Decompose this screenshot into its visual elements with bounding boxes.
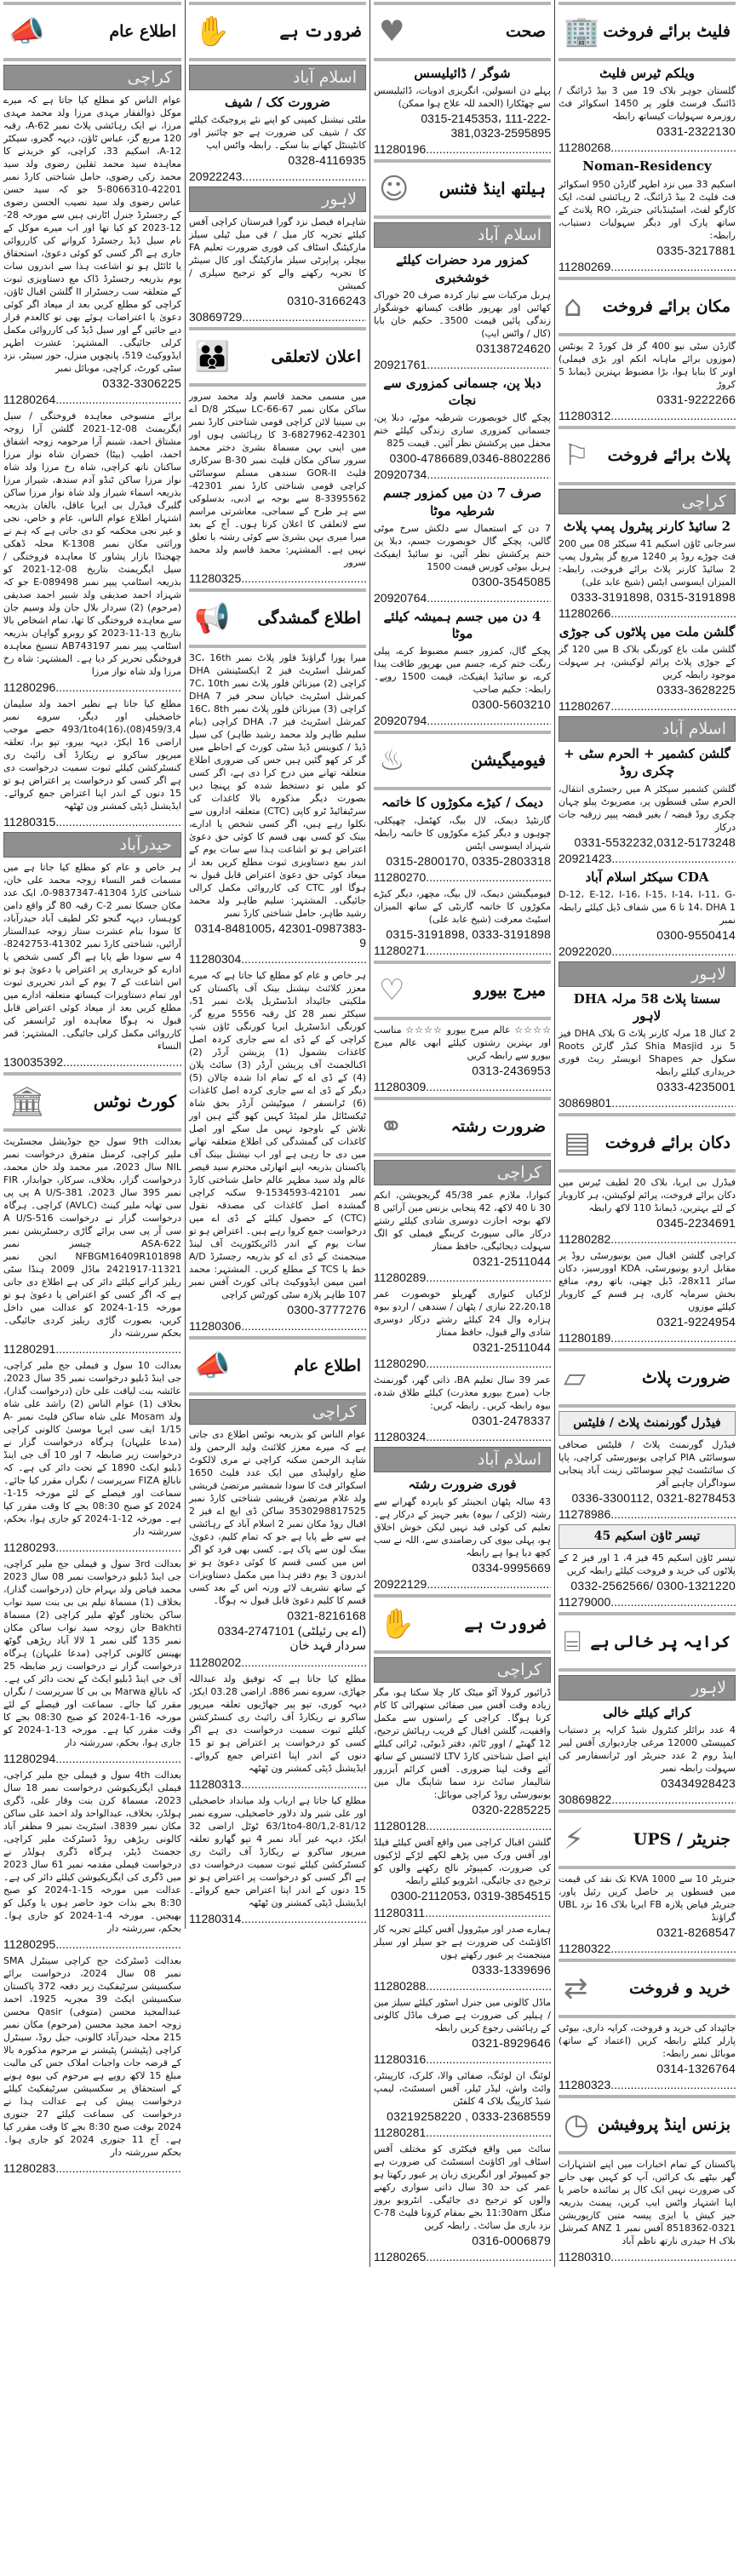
man-megaphone-icon: 📣	[194, 1349, 231, 1384]
ad-phone: 0333-4235001	[656, 1080, 736, 1094]
ad-reference-number: 11280295 .....	[3, 1937, 181, 1951]
ad-phone: 0333-3191898, 0315-3191898	[570, 589, 736, 604]
ad-reference-number: 11280291 .....	[3, 1342, 181, 1356]
house-icon: ⌂	[564, 289, 582, 324]
ad-body: ہمارے صدر اور میٹروول آفس کیلئے تجربہ کار اکاؤنٹنٹ کی ضرورت ہے جو سیلز اور سیلز مینجمنٹ پر عبور رکھتے ہوں	[374, 1923, 551, 1960]
ad-reference-number: 11280311 .....	[374, 1906, 551, 1919]
category-title: ضرورت رشتہ	[450, 1116, 546, 1136]
classified-ad	[559, 65, 736, 154]
classified-ad	[374, 375, 551, 482]
ad-body: سائٹ میں واقع فیکٹری کو مختلف آفس اسٹاف اور اکاؤنٹ اسسٹنٹ کی ضرورت ہے جو کمپیوٹر اور انگریزی زبان پر عبور رکھتا ہو عمر کی حد 30 سال ذاتی سواری رکھنے والوں کو ترجیح دی جائیگی۔ انٹرویو بروز منگل 11:30am بجے بمقام کرونا فلیٹ C-78 نزد باری مل سائٹ۔ رابطہ کریں	[374, 2143, 551, 2231]
ad-phone: 0331-2322130	[656, 124, 736, 139]
ad-reference-number: 11280309 .....	[374, 1080, 551, 1093]
ad-body: گلشن کشمیر سیکٹر A میں رجسٹری انتقال، الحرم سٹی قسطوں پر، مصریوٹ پیلو چہان چکری روڈ قبضہ / بغیر قبضہ پیپر زرقبہ جات درکار	[559, 783, 736, 833]
category-title: ضرورت ہے	[279, 22, 361, 41]
ad-reference-number: 11280266 .....	[559, 606, 736, 620]
ad-reference-number: 11280268 .....	[559, 141, 736, 154]
ad-reference-number: 20920764 .....	[374, 591, 551, 605]
ad-body: مطلع کیا جاتا ہے نظیر احمد ولد سلیمان خاصخیلی اور دیگر، سروے نمبر 493/1to4(16)،(08)459/3,4 حصے موجب اراضی 16 ایکڑ، دیہہ بیرو، تپو برا، تعلقہ میرپور ساکرو نے ریکارڈ آف رائیٹ ری کنسٹرکشن کیلئے ثبوت سمیت درخواست دی ہے اگر کسی کو درخواست پر اعتراض ہو تو 15 دنوں کے اندر اپنا اعتراض جمع کروائے۔ ایڈیشنل ڈپٹی کمشنر ون ٹھٹھہ	[3, 698, 182, 812]
ad-phone: 0321-8929646	[472, 2035, 551, 2050]
classified-ad	[189, 969, 366, 1333]
category-title: بزنس اینڈ پروفیشن	[598, 2115, 730, 2135]
ad-phone: 0321-2511044	[473, 1340, 551, 1354]
ad-reference-number: 11280325 .....	[189, 571, 366, 585]
ad-title: دیمک / کیڑے مکوڑوں کا خاتمہ	[381, 795, 544, 811]
ad-phone: 0333-3628225	[656, 683, 736, 697]
classified-ad	[559, 1411, 736, 1521]
buy-sell-icon: ⇄	[564, 1971, 588, 2006]
category-header	[559, 277, 736, 336]
ad-phone: 0300-3777276	[287, 1303, 366, 1317]
ad-body: D-12، E-12، I-16، I-15، I-14، I-11، G-14، DHA 1 تا 6 میں شفاف ڈیل کیلئے رابطہ نمبر	[559, 888, 736, 926]
ad-title: گلشن کشمیر + الحرم سٹی + چکری روڈ	[564, 746, 730, 779]
ad-reference-number: 11280316 .....	[374, 2052, 551, 2066]
ad-body: بعدالت ڈسٹرکٹ جج کراچی سینٹرل SMA نمبر 08 سال 2024، درخواست برائے سکسیشن سرٹیفکیٹ زیر دفعہ 372 پاکستان سکسیشن ایکٹ 39 مجریہ 1925، احمد عبدالمجید محسن (متوفی) Qasir محسن زوجہ احمد مجید محسن (مرحوم) مکان نمبر 215 محلہ حیدرآباد کالونی، جیل روڈ، سینٹرل کراچی (پٹیشنر) پٹیشنر نے مرحوم مذکورہ بالا کے قرضہ جات واجبات املاک جس کی مالیت مبلغ 15 لاکھ روپے ہے مرحوم کی بیوہ ہونے کے استحقاق پر سکسیشن سرٹیفکیٹ کیلئے درخواست پیش کی ہے عدالت ہذا نے درخواست کی سماعت کیلئے 27 جنوری 2024 بوقت صبح 8:30 بجے کا وقت مقرر کیا ہے۔ آج 11 جنوری 2024 کو جاری ہوا۔ بحکم سررشتہ دار	[3, 1955, 181, 2158]
category-header	[374, 961, 551, 1020]
ad-reference-number: 30869801 .....	[559, 1096, 736, 1110]
city-bar: اسلام آباد	[374, 222, 551, 248]
plot-icon: ▱	[564, 1361, 587, 1396]
ad-title: CDA سیکٹر اسلام آباد	[585, 869, 709, 885]
ad-body: پچکے گال، کمزور جسم مضبوط کرے، پیلی رنگت ختم کرے، جسم میں بھرپور طاقت پیدا کرے، نو سائیڈ ایفیکٹ، قیمت 1500 روپے۔ رابطہ: حکیم صاحب	[374, 645, 551, 696]
ad-phone: 0321-2511044	[473, 1254, 551, 1268]
ad-reference-number: 20921423 .....	[559, 852, 736, 865]
classified-ad	[559, 158, 736, 273]
ad-phone: 0300-5603210	[472, 697, 551, 712]
ad-phone: 0331-9222266	[656, 392, 736, 406]
category-title: ضرورت ہے	[464, 1614, 546, 1633]
ad-phone: 0314-1326764	[656, 2062, 736, 2076]
classified-ad	[559, 518, 736, 620]
heart-pulse-icon: ♥	[379, 14, 405, 49]
category-title: مکان برائے فروخت	[602, 296, 730, 316]
ad-phone: 0331-5532232,0312-5173248	[574, 835, 736, 849]
ad-reference-number: 11280323 .....	[559, 2078, 736, 2091]
ad-reference-number: 11280270 .....	[374, 870, 551, 884]
category-title: دکان برائے فروخت	[604, 1133, 730, 1153]
ad-reference-number: 11280267 .....	[559, 699, 736, 713]
ad-phone: 0315-3191898, 0333-3191898	[386, 927, 551, 941]
ad-body: عوام الناس کو بذریعہ نوٹس اطلاع دی جاتی ہے کہ میرے معزز کلائنٹ ولید الرحمن ولد شاہد الرحمن سکنہ کراچی نے مری لالکوٹ ضلع راولپنڈی میں ایک عدد فلیٹ 1650 اسکوائر فٹ کا سودا شمشیر مرتضیٰ قریشی ولد غلام مرتضیٰ قریشی شناختی کارڈ نمبر 3530298817525 ساکن ڈی ایچ اے فیز 2 اقبال روڈ مکان نمبر 2 اسلام آباد کے رہائشی ہے سے طے پایا ہے جو کہ تمام کلیم، دعویٰ، بینک لون سے پاک ہے۔ کسی بھی فرد کو اگر اس میں کسی قسم کا کوئی دعویٰ ہو تو اندرون 3 یوم دفتر ہذا میں مکمل دستاویزات کے ساتھ تشریف لائے ورنہ اس کے بعد کسی قسم کا کلیم دعویٰ قابل قبول نہ ہوگا۔	[189, 1429, 366, 1607]
classified-ad	[374, 251, 551, 371]
ad-title: دبلا پن، جسمانی کمزوری سے نجات	[383, 375, 541, 408]
ad-phone: 03138724620	[476, 341, 551, 355]
ad-body: گارنٹیڈ دیمک، لال بیگ، کھٹمل، چھپکلی، چوہوں و دیگر کیڑے مکوڑوں کا خاتمہ رابطہ شہزاد ایسوسی ایٹس	[374, 814, 551, 852]
category-header	[559, 2, 736, 61]
ad-phone: 0313-2436953	[472, 1063, 551, 1077]
classified-column	[185, 0, 370, 1929]
category-header	[559, 426, 736, 485]
ad-reference-number: 30869822 .....	[559, 1793, 736, 1806]
category-title: ہیلتھ اینڈ فٹنس	[438, 180, 546, 199]
ad-title: سستا پلاٹ 58 مرلہ DHA لاہور	[573, 990, 721, 1024]
ad-body: پاکستان کے تمام اخبارات میں اپنے اشتہارات گھر بیٹھے بک کرائیں، آپ کو کہیں بھی جانے کی ضرورت نہیں ایک کال پر نمائندہ حاضر یا اپنا اشتہار واٹس ایپ کریں، پیمنٹ بذریعہ جیز کیش یا ایزی پیسہ متین کارپوریشن 0321-8518362 آفس نمبر 1 ANZ کمرشل بلاک H حیدری نارتھ ناظم آباد	[559, 2159, 736, 2247]
ad-body: گلشن اقبال کراچی میں واقع آفس کیلئے فیلڈ اور آفس ورک میں پڑھے لکھے لڑکے لڑکیوں کی ضرورت، کمپیوٹر نالج رکھنے والوں کو ترجیح دی جائیگی، انٹرویو کیلئے رابطہ	[374, 1836, 551, 1886]
classified-ad	[374, 1024, 551, 1093]
ad-reference-number: 11280128 .....	[374, 1819, 551, 1833]
city-bar: کراچی	[189, 1399, 366, 1425]
category-title: کورٹ نوٹس	[93, 1093, 176, 1111]
category-header	[189, 2, 366, 61]
classified-ad	[3, 94, 181, 406]
ad-body: جنریٹر 10 سے 1000 KVA تک نقد کی قیمت میں قسطوں پر حاصل کریں رئیل پاور، جنریٹر فیاض پلازہ FB ایریا بلاک 16 نزد UBL گراؤنڈ	[559, 1873, 736, 1924]
ad-reference-number: 11280271 .....	[374, 944, 551, 957]
raised-hands-icon: ✋	[194, 14, 231, 49]
city-bar: لاہور	[559, 1675, 736, 1701]
classified-ad	[189, 1428, 366, 1669]
ad-phone: 0321-9224954	[656, 1315, 736, 1329]
ad-reference-number: 20922129 .....	[374, 1577, 551, 1591]
classified-ad	[3, 1135, 181, 1356]
city-bar: اسلام آباد	[189, 65, 366, 90]
classified-ad	[189, 1794, 366, 1925]
ad-phone: 0321-8268547	[656, 1925, 736, 1940]
category-title: کرایہ پر خالی ہے	[590, 1632, 730, 1652]
ad-body: سرجانی ٹاؤن اسکیم 41 سیکٹر 08 میں 200 فٹ چوڑے روڈ پر 1240 مربع گز پیٹرول پمپ 2 سائیڈ کارنر پلاٹ برائے فروخت، رابطہ: المیزان ایسوسی ایٹس (شیخ عابد علی)	[559, 537, 736, 588]
category-header	[189, 588, 366, 648]
city-bar: لاہور	[189, 186, 366, 212]
ad-body: جائیداد کی خرید و فروخت، کرایہ داری، بیوٹی پارلر کیلئے رابطہ کریں (اعتماد کے ساتھ) موبائل نمبر رابطہ:	[559, 2022, 736, 2060]
ad-title: کرائے کیلئے خالی	[603, 1705, 691, 1721]
ad-phone: 0332-3306225	[102, 376, 181, 390]
ad-reference-number: 11280315 .....	[3, 815, 181, 829]
ad-phone: 03434928423	[661, 1776, 736, 1791]
classified-ad	[189, 215, 366, 324]
ad-body: بعدالت 4th سول و فیملی جج ملیر کراچی، فیملی ایگزیکیوشن درخواست نمبر 18 سال 2023، مسماۃ کرن بنت وقار علی، ڈگری ہولڈر، بخلاف، عبدالواحد ولد احمد علی ساکن مکان نمبر 3839، اسٹریٹ نمبر 9 مظفر آباد کالونی ریڑھی روڈ ڈسٹرکٹ ملیر کراچی، ججمنٹ ڈیٹر، ہرگاہ ڈگری ہولڈر نے درخواست فیملی مقدمہ نمبر 61 سال 2023 میں ڈگری کی ایگزیکیوشن کیلئے دائر کی ہے۔ عدالت میں مورخہ 15-1-2024 کو صبح 8:30 بجے بذات خود حاضر ہوں یا وکیل کو بھیجیں۔ مورخہ 4-1-2024 کو جاری ہوا۔ بحکم، سررشتہ دار	[3, 1770, 182, 1934]
ad-reference-number: 20922243 .....	[189, 169, 366, 183]
ad-body: گارڈن سٹی نیو 400 گز فل کورڈ 2 یونٹس (موزوں برائے ماہانہ انکم اور بڑی فیملی) اونر کا بنایا ہوا، بڑا مضبوط بہترین ڈیمانڈ 5 کروڑ	[559, 340, 736, 390]
ad-body: ماڈل کالونی میں جنرل اسٹور کیلئے سیلز مین / ہیلپر کی ضرورت ہے صرف ماڈل کالونی کے رہائشی رجوع کریں رابطہ	[374, 1996, 551, 2034]
classified-ad	[559, 1524, 736, 1609]
classified-ad	[374, 65, 551, 156]
classified-ad	[559, 1249, 736, 1345]
classified-ad	[3, 1359, 181, 1554]
classified-ad	[374, 1189, 551, 1284]
ad-phone: 0336-3300112, 0321-8278453	[571, 1491, 736, 1506]
ad-phone: 03219258220 , 0333-2368559	[387, 2108, 551, 2123]
ad-reference-number: 11280322 .....	[559, 1942, 736, 1955]
category-header	[559, 1348, 736, 1408]
category-header	[559, 1612, 736, 1672]
megaphone-icon: 📢	[194, 601, 231, 636]
ad-title: صرف 7 دن میں کمزور جسم شرطیہ موٹا	[382, 485, 541, 519]
city-bar: کراچی	[3, 65, 181, 90]
ad-phone: 0314-8481005، 42301-0987383-9	[194, 921, 366, 950]
category-title: اطلاع عام	[109, 22, 176, 41]
ad-body: 7 دن کے استعمال سے دلکش سرخ موٹی گالیں، پچکے گال خوبصورت جسم، دبلا پن ختم پرکشش نظر آئیں، نو سائیڈ ایفیکٹ ہربل بیوٹی کورس قیمت 1500	[374, 522, 551, 572]
ad-reference-number: 11280289 .....	[374, 1271, 551, 1284]
ad-body: 2 کنال 18 مرلہ کارنر پلاٹ G بلاک DHA فیز 5 نزد Shia Masjid کنڈر گارٹن Roots سکول جم Shapes انویسٹر ریٹ فوری خریداری کیلئے رابطہ	[559, 1028, 736, 1078]
ad-phone: 0321-8216168	[287, 1609, 366, 1623]
shop-shutter-icon: ▤	[564, 1126, 592, 1161]
ad-reference-number: 11280196 .....	[374, 142, 551, 156]
ad-phone: 0334-9995669	[472, 1560, 551, 1575]
category-title: جنریٹر / UPS	[633, 1830, 730, 1850]
ad-body: برائے منسوخی معاہدہ فروختگی / سیل ایگریمنٹ 08-12-2021 گلشن آرا زوجہ مشتاق احمد، شبنم آرا مرحومہ زوجہ اشفاق احمد، اطیب (بیٹا) خضران شاہ نواز مرزا ساکنان ناتھ کراچی، شاہ رخ مرزا ولد شاہ نواز مرزا ساکن ٹنڈو آدم سندھ، شیراز مرزا بذریعہ اسماء شیراز ولد شاہ نواز مرزا ساکن گلبرگ فیڈرل بی ایریا عاقل، بالغان بذریعہ اشتہار اطلاع عوام الناس، عام و خاص، نجی و غیر نجی محکمہ کو دی جاتی ہے کہ ہم نے وراثتی مکان نمبر K-1308 محلہ ڈھکی چھجنڈا بازار پشاور کا معاہدہ فروختگی / سیل ایگریمنٹ بتاریخ 08-12-2021 کو بذریعہ اسٹامپ پیپر نمبر E-089498 جو کہ شہزاد احمد صدیقی ولد شبیر احمد صدیقی (مرحوم) (2) سردار بلال جان ولد وسیم جان سے معاہدہ فروختگی کا تھا، تمام اشخاص بالا بتاریخ 13-11-2023 کو روبرو گواہان بذریعہ اسٹامپ پیپر نمبر AB743197 تنسیخ معاہدہ فروختگی تحریر کر دیا ہے۔ المشتہر: شاہ رخ مرزا ولد شاہ نواز مرزا	[3, 410, 182, 677]
classified-ad	[559, 1873, 736, 1955]
generator-icon: ⚡	[564, 1822, 584, 1857]
ad-title: Noman-Residency	[582, 158, 712, 175]
ad-reference-number: 11280294 .....	[3, 1752, 181, 1765]
classified-ad	[559, 1176, 736, 1246]
ad-phone: 0315-2145353، 111-222-381,0323-2595895	[421, 112, 551, 141]
ad-phone: 0300-9550414	[656, 927, 736, 942]
ad-body: پچکے گال خوبصورت شرطیہ موٹے، دبلا پن، جسمانی کمزوری ساری زندگی کیلئے ختم محفل میں پرکشش نظر آئیں۔ قیمت 825	[374, 412, 551, 450]
ad-phone: 0300-3545085	[472, 574, 551, 588]
ad-body: فیڈرل گورنمنٹ پلاٹ / فلیٹس صحافی سوسائٹی PIA کراچی یونیورسٹی کراچی، پاپا ک سائنٹسٹ ٹیچر سوسائٹی زینت آباد پنجابی سوداگران چاہیے آفر	[559, 1439, 736, 1489]
classified-column	[554, 0, 739, 2267]
couple-icon: ⚭	[379, 1109, 404, 1144]
ad-reference-number: 11280312 .....	[559, 409, 736, 422]
ad-reference-number: 11280288 .....	[374, 1979, 551, 1993]
ad-phone: 0334-2747101 (اے بی رئیلٹی) سردار فہد خان	[217, 1624, 366, 1653]
ad-reference-number: 11280324 .....	[374, 1430, 551, 1443]
classified-ad	[3, 410, 181, 694]
ad-phone: 0332-2562566/ 0300-1321220	[570, 1579, 736, 1593]
ad-body: کراچی گلشن اقبال مین یونیورسٹی روڈ پر مقابل اردو یونیورسٹی، KDA اوورسیز، دکان سائز 28x11، ڈبل چھتی، باتھ روم، منافع بخش سرمایہ کاری، ہر قسم کے کاروبار کیلئے موزوں	[559, 1250, 736, 1313]
category-title: اطلاع عام	[294, 1357, 361, 1376]
city-bar: اسلام آباد	[374, 1447, 551, 1472]
category-header	[189, 1336, 366, 1396]
ad-reference-number: 11280314 .....	[189, 1912, 366, 1925]
classified-ad	[3, 1558, 181, 1765]
ad-body: شاہراہ فیصل نزد گورا قبرستان کراچی آفس کیلئے تجربہ کار میل / فی میل ٹیلی سیلز مارکیٹنگ اسٹاف کی فوری ضرورت تعلیم FA بیچلر، پراپرٹی سیلز مارکیٹنگ اور کال سینٹر کا تجربہ رکھنے والے کو ترجیح سیلری / کمیشن	[189, 216, 366, 292]
category-title: اطلاع گمشدگی	[257, 609, 361, 628]
ad-phone: 0315-2800170, 0335-2803318	[386, 853, 551, 868]
ad-phone: 0300-4786689,0346-8802286	[389, 451, 551, 466]
ad-reference-number: 11279000 .....	[559, 1595, 736, 1609]
classified-ad	[3, 697, 181, 829]
ad-body: اسکیم 33 میں نزد اطہر گارڈن 950 اسکوائر فٹ فلیٹ 2 بیڈ ڈرائنگ، 2 رہائشی لفٹ، ایک کارگو لفٹ، اسٹینڈبائی جنریٹر، RO پلانٹ کے ساتھ پارک اور دیگر سہولیات دستیاب، رابطہ:	[559, 178, 736, 241]
ad-reference-number: 11280282 .....	[559, 1232, 736, 1246]
classified-ad	[374, 608, 551, 728]
category-title: اعلان لاتعلقی	[271, 347, 361, 367]
ad-body: بعدالت 3rd سول و فیملی جج ملیر کراچی، جی اینڈ ڈبلیو درخواست نمبر 08 سال 2023 محمد فیاض ولد بہرام خان (درخواست گذار)، بخلاف (1) مسماۃ نیلم بی بی بنت سید نواب ساکن بختاور گوٹھ ملیر کراچی (2) مسماۃ Bakhti جان زوجہ سید نواب ساکن مکان نمبر 135 گلی نمبر 1 لالا آباد ریڑھی گوٹھ بھینس کالونی کراچی (مدعا علیہان) ہرگاہ درخواست گزار نے درخواست زیر ضابطہ 25 آف جی اینڈ ڈبلیو ایکٹ کے تحت دائر کی ہے۔ کہ نابالغ Marwa بی بی کا سرپرست / نگراں مقرر کیا جائے۔ سماعت اور فیصلے کے لئے مورخہ 16-1-2024 کو صبح 08:30 بجے کا وقت مقرر کیا ہے۔ مورخہ 13-1-2024 کو جاری ہوا، بحکم، سررشتہ دار	[3, 1558, 182, 1748]
classified-ad	[189, 390, 366, 585]
city-bar: کراچی	[374, 1657, 551, 1683]
classified-ad	[374, 1923, 551, 1993]
ad-reference-number: 11280293 .....	[3, 1540, 181, 1554]
category-header	[374, 159, 551, 219]
ad-reference-number: 20922020 .....	[559, 944, 736, 958]
classified-ad	[559, 1704, 736, 1806]
category-title: خرید و فروخت	[628, 1979, 730, 1999]
ad-title: کمزور مرد حضرات کیلئے خوشخبری	[395, 252, 530, 285]
ad-body: گلستان جوہر بلاک 19 میں 3 بیڈ ڈرائنگ / ڈائننگ فرسٹ فلور پر 1450 اسکوائر فٹ روزمرہ سہولیات کیساتھ رابطہ	[559, 85, 736, 123]
category-header	[374, 2, 551, 61]
ad-reference-number: 11280313 .....	[189, 1777, 366, 1791]
ad-reference-number: 11280304 .....	[189, 952, 366, 966]
category-title: فیومیگیشن	[470, 751, 546, 771]
classified-ad	[374, 1374, 551, 1443]
classified-ad	[374, 2069, 551, 2139]
classified-column	[370, 0, 554, 2267]
bride-groom-icon: ♡	[379, 972, 405, 1007]
ad-body: تیسر ٹاؤن اسکیم 45 فیز 4، 1 اور فیز 2 کے پلاٹوں کی خرید و فروخت کیلئے رابطہ کریں	[559, 1552, 736, 1577]
classified-ad	[559, 745, 736, 865]
category-header	[189, 327, 366, 387]
classified-ad	[374, 1686, 551, 1833]
city-bar: لاہور	[559, 961, 736, 987]
ad-body: ملٹی نیشنل کمپنی کو اپنے نئے پروجیکٹ کیلئے کک / شیف کی ضرورت ہے جو چائنیز اور کانٹیننٹل کھانے بنا سکے۔ رابطہ واٹس ایپ	[189, 114, 366, 152]
ad-reference-number: 20920794 .....	[374, 714, 551, 727]
building-icon: 🏢	[564, 14, 600, 49]
ad-phone: 0320-2285225	[472, 1802, 551, 1816]
ad-reference-number: 11280290 .....	[374, 1357, 551, 1370]
ad-reference-number: 20920734 .....	[374, 468, 551, 481]
ad-reference-number: 11280265 .....	[374, 2250, 551, 2263]
ad-title: ویلکم ٹیرس فلیٹ	[599, 66, 695, 81]
ad-body: عوام الناس کو مطلع کیا جاتا ہے کہ میرے موکل ذوالفقار مہدی مرزا ولد محمد مہدی مرزا، نے ایک رہائشی پلاٹ نمبر A-62، رقبہ 120 مربع گز، عباس ٹاؤن، دیہہ گجرو، سیکٹر 12-A، اسکیم 33، کراچی، کو خریدنے کا معاہدہ سید محمد ثقلین رضوی ولد سید محمد زکی رضوی، حامل شناختی کارڈ نمبر 42201-8066310-5 جو کہ سید حسن عباس رضوی ولد سید نصیب الحسن رضوی کے رجسٹرڈ جنرل اٹارنی ہیں سے مورخہ 28-12-2023 کو کیا تھا اور اب میرے موکل کے نام سیل ڈیڈ رجسٹرڈ کروانے کی کارروائی جاری ہے اگر کسی کو کوئی دعویٰ، استحقاق یا ٹائٹل ہو تو اشاعت ہذا سے اندرون سات یوم بذریعہ رجسٹرڈ ڈاک مع دستاویزی ثبوت کے متعلقہ سب رجسٹرار II گلشن اقبال ٹاؤن، کراچی کو مطلع کریں بعد از میعاد اگر کوئی دعویٰ یا اعتراضات ہوئے بھی تو کالعدم قرار دیے جائیں گے اور سیل ڈیڈ کی کارروائی مکمل کرلی جائیگی۔ المشتہر: عشرت اطہر ایڈووکیٹ 519، پانچویں منزل، حور سینٹر، نزد سٹی کورٹ، کراچی، موبائل نمبر	[3, 95, 182, 374]
category-title: صحت	[505, 22, 546, 41]
ad-reference-number: 11280281 .....	[374, 2126, 551, 2139]
ad-title: 2 سائیڈ کارنر پیٹرول پمپ پلاٹ	[563, 518, 731, 534]
category-header	[374, 731, 551, 790]
ad-phone: 0301-2478337	[472, 1413, 551, 1427]
ad-phone: 0316-0006879	[472, 2233, 551, 2247]
ad-body: بعدالت 9th سول جج جوڈیشل مجسٹریٹ ملیر کراچی، کرمنل متفرق درخواست نمبر NIL سال 2023، میر محمد ولد خان محمد، درخواست گزار، بخلاف، سرکار، جوابدار، FIR نمبر 395 سال 2023، 381-A U/S پی پی سی تھانہ ملیر کینٹ (AVLC) کراچی۔ ہرگاہ درخواست گزار نے درخواست 516-A U/S سی آر پی سی برائے گاڑی رجسٹریشن نمبر ASA-622 چیسز نمبر NFBGM16409R101898 انجن نمبر 11321-2421917 ماڈل 2009 ہنڈا سٹی ریلیز کرانے کیلئے دائر کی ہے اطلاع دی جاتی ہے کہ اگر کسی کو اعتراض یا دعویٰ ہو تو مورخہ 15-1-2024 کو عدالت میں داخل کریں، بصورت گاڑی ریلیز کردی جائیگی۔ بحکم سررشتہ دار	[3, 1136, 182, 1339]
category-title: میرج بیورو	[473, 980, 546, 1000]
classified-ad	[374, 887, 551, 957]
ad-body: مطلع کیا جاتا ہے ارباب ولد میانداد خاصخیلی اور علی شیر ولد دلاور خاصخیلی، سروے نمبر 81/12-63/1to4-80/1,2 ٹوٹل اراضی 32 ایکڑ، دیہہ غیر آباد نمبر 4 تپو گھارو تعلقہ میرپور ساکرو نے ریکارڈ آف رائیٹ ری کنسٹرکشن کیلئے ثبوت سمیت درخواست دی ہے اگر کسی کو درخواست پر اعتراض ہو تو 15 دنوں کے اندر اپنا اعتراض جمع کروائے۔ ایڈیشنل ڈپٹی کمشنر ون ٹھٹھہ	[189, 1795, 366, 1909]
ad-phone: 0345-2234691	[656, 1216, 736, 1231]
category-title: ضرورت پلاٹ	[642, 1368, 730, 1388]
classified-ad	[374, 2143, 551, 2263]
classified-ad	[559, 869, 736, 958]
ad-body: ہر خاص و عام کو مطلع کیا جاتا ہے کہ میرے معزز کلائنٹ نیشنل بینک آف پاکستان کی ملکیتی جائیداد انڈسٹریل پلاٹ نمبر 51، سیکٹر نمبر 28 کل رقبہ 5556 مربع گز، کورنگی انڈسٹریل ایریا کورنگی ٹاؤن شپ کراچی کے کے ڈی اے سے جاری کردہ اصل کاغذات بشمول (1) پزیشن آرڈر (2) اکنالجمنٹ آف پزیشن آرڈر (3) سائٹ پلان (4) کے ڈی اے کے تمام ادا شدہ چالان (5) دیگر کے ڈی اے سے جاری کردہ اصل کاغذات (6) ٹرانسفر / میوٹیشن آرڈر بحق شاہ ٹیکسٹائل ملز لمیٹڈ کہیں کھو گئے ہیں اور تلاش کے باوجود نہیں مل سکے اور اصل کاغذات کی گمشدگی کی اطلاع متعلقہ تھانے میں دی جا رہی ہے اور اب نیشنل بینک آف پاکستان بذریعہ اپنے اتھارٹی محترم سید قیصر عالم ولد سید مظہر عالم حامل شناختی کارڈ نمبر 42101-1534593-9 سکنہ کراچی گمشدہ اصل کاغذات کی مصدقہ نقول (CTC) کے حصول کیلئے کے ڈی اے میں درخواست جمع کروا رہے ہیں۔ اعتراض ہو تو سات یوم کے اندر ڈائریکٹوریٹ آف لینڈ مینجمنٹ کے ڈی اے کو بذریعہ رجسٹرڈ A/D خط یا TCS کے مطلع کریں۔ المشتہر: محمد امین میمن ایڈووکیٹ ہائی کورٹ آفس نمبر 107 طاہر پلازہ سٹی کورٹس کراچی	[189, 970, 367, 1301]
classified-ad	[374, 794, 551, 883]
raised-hands-icon: ✋	[379, 1606, 415, 1641]
ad-title: تیسر ٹاؤن اسکیم 45	[559, 1524, 736, 1549]
classified-ad	[559, 2022, 736, 2091]
category-title: پلاٹ برائے فروخت	[607, 445, 730, 465]
ad-reference-number: 11280202 .....	[189, 1655, 366, 1669]
for-rent-sign-icon: ⌸	[564, 1625, 581, 1660]
classified-ad	[3, 1954, 181, 2175]
category-header	[559, 2095, 736, 2154]
category-header	[374, 1097, 551, 1156]
classified-ad	[374, 1476, 551, 1591]
ad-title: گلشن ملت میں پلاٹوں کی جوڑی	[559, 623, 736, 640]
category-header	[559, 1113, 736, 1173]
ad-reference-number: 11278986 .....	[559, 1507, 736, 1521]
city-bar: کراچی	[559, 489, 736, 514]
classified-ad	[374, 1836, 551, 1919]
ad-reference-number: 11280189 .....	[559, 1331, 736, 1345]
man-megaphone-icon: 📣	[9, 14, 45, 49]
category-header	[559, 1959, 736, 2018]
ad-reference-number: 11280269 .....	[559, 260, 736, 273]
ad-body: میرا پورا گراؤنڈ فلور پلاٹ نمبر 3C، 16th کمرشل اسٹریٹ فیز 2 ایکسٹینشن DHA کراچی (2) میزنائن فلور پلاٹ نمبر 7C، 10th کمرشل اسٹریٹ خیابان سحر فیز 7 DHA کراچی (3) میزنائن فلور پلاٹ نمبر 16C، 8th کمرشل اسٹریٹ فیز 7، DHA کراچی (بنام سلیم طاہر ولد محمد رشید طاہر) کی سیل ڈیڈ / کنوینس ڈیڈ سٹی کورٹ کے احاطے میں گر کر کھو گئیں ہیں جس کی ضروری اطلاع متعلقہ تھانے میں درج کرا دی ہے، اگر کسی کو ملیں تو دستخط شدہ کو پہنچا دیں بصورت دیگر مذکورہ بالا کاغذات کی سرٹیفائیڈ ٹرو کاپی (CTC) متعلقہ اداروں سے نکلوا رہے ہیں، اگر کسی شخص یا ادارے، بینک کو کسی بھی قسم کا کوئی حق دعویٰ اعتراض ہو تو اشاعت ہذا سے سات یوم کے اندر بمع دستاویزی ثبوت مطلع کریں بعد از میعاد کوئی حق دعویٰ اعتراض قابل قبول نہ ہوگا اور CTC کی کارروائی مکمل کرالی جائیگی۔ المشتہر: سلیم طاہر ولد محمد رشید طاہر، حامل شناختی کارڈ نمبر	[189, 652, 367, 920]
ad-reference-number: 11280296 .....	[3, 680, 181, 694]
ad-phone: 0335-3217881	[656, 243, 736, 257]
ad-body: بعدالت 10 سول و فیملی جج ملیر کراچی، جی اینڈ ڈبلیو درخواست نمبر 35 سال 2023، عائشہ بنت لیاقت علی خان (درخواست گذار)، بخلاف (1) عوام الناس (2) راشد علی شاہ ولد Mosam علی شاہ ساکن فلیٹ نمبر A-1/15 ایف سی ایریا موسیٰ کالونی کراچی (مدعا علیہان) ہرگاہ درخواست گزار نے درخواست زیر ضابطہ 7 اور 10 آف جی اینڈ ڈبلیو ایکٹ 1890 کے تحت دائر کی ہے۔ کہ نابالغ FIZA سرپرست / نگراں مقرر کیا جائے۔ سماعت اور فیصلے کے لئے مورخہ 15-1-2024 کو صبح 08:30 بجے کا وقت مقرر کیا ہے۔ مورخہ 12-1-2024 کو جاری ہوا، بحکم، سررشتہ دار	[3, 1360, 182, 1537]
category-header	[3, 1072, 181, 1132]
ad-reference-number: 20921761 .....	[374, 358, 551, 371]
ad-title: شوگر / ڈائیلیسس	[414, 66, 511, 81]
city-bar: کراچی	[374, 1160, 551, 1185]
ad-title: فوری ضرورت رشتہ	[408, 1476, 517, 1492]
ad-body: پہلے دن انسولین، انگریزی ادویات، ڈائیلیسس سے چھٹکارا (الحمد للہ علاج ہوا ممکن)	[374, 85, 551, 110]
category-header	[559, 1810, 736, 1869]
ad-reference-number: 11280310 .....	[559, 2250, 736, 2263]
category-header	[3, 2, 181, 61]
for-sale-sign-icon: ⚐	[564, 438, 590, 473]
classified-ad	[559, 990, 736, 1110]
family-icon: 👪	[194, 340, 231, 375]
classified-column	[0, 0, 185, 2178]
ad-body: فیومیگیشن دیمک، لال بیگ، مچھر، دیگر کیڑے مکوڑوں کا خاتمہ گارنٹی کے ساتھ المیزان اسٹیٹ معرفت (شیخ عابد علی)	[374, 887, 551, 925]
ad-phone: 0328-4116935	[288, 153, 366, 168]
ad-reference-number: 11280283 .....	[3, 2161, 181, 2175]
classified-ad	[189, 94, 366, 183]
court-building-icon: 🏛	[9, 1085, 46, 1119]
ad-body: 43 سالہ پٹھان انجینئر کو باپردہ گھرانے سے رشتہ (لڑکی / بیوہ) بغیر جہیز کے درکار ہے۔ تعلیم کی کوئی قید نہیں لیکن خوش اخلاق ہو، پہلی بیوی کی رضامندی سے، اللہ نے سب کچھ دیا ہوا ہے رابطہ	[374, 1495, 551, 1558]
fitness-people-icon: ☺	[379, 172, 410, 207]
ad-reference-number: 11280264 .....	[3, 393, 181, 406]
ad-body: کنوارا، ملازم عمر 45/38 گریجویشن، انکم 30 تا 40 لاکھ، 42 پنجابی بزنس مین آرائیں 8 لاکھ بوجہ اجازت دوسری شادی کیلئے رشتے درکار مالی سپورٹ کرینگے فیملی کو الگ سہولت دیجائیگی، حافظ ممتاز	[374, 1189, 551, 1252]
classified-ad	[374, 1288, 551, 1370]
ad-body: گلشن ملت باغ کورنگی بلاک B میں 120 گز کے جوڑی پلاٹ پرائم لوکیشن، ہر سہولت موجود رابطہ کریں	[559, 644, 736, 680]
city-bar: اسلام آباد	[559, 716, 736, 742]
ad-body: ☆☆☆☆ عالم میرج بیورو ☆☆☆☆ مناسب اور بہترین رشتوں کیلئے ابھی عالم میرج بیورو سے رابطہ کریں	[374, 1024, 551, 1061]
ad-phone: 0333-1339696	[472, 1962, 551, 1976]
ad-body: عمر 39 سال تعلیم BA، ذاتی گھر، گورنمنٹ جاب (میرج بیورو معذرت) کیلئے طلاق شدہ، بیوہ رابطہ کریں۔ رابطہ کریں:	[374, 1374, 551, 1411]
ad-phone: 0310-3166243	[287, 294, 366, 308]
classified-ad	[374, 485, 551, 605]
ad-title: فیڈرل گورنمنٹ پلاٹ / فلیٹس	[559, 1411, 736, 1436]
classified-ad	[559, 2158, 736, 2263]
ad-reference-number: 11280306 .....	[189, 1319, 366, 1333]
fire-extinguisher-spray-icon: ♨	[379, 743, 405, 778]
category-header	[374, 1594, 551, 1654]
ad-body: فیڈرل بی ایریا، بلاک 20 لطیف ٹیرس میں دکان برائے فروخت، پرائم لوکیشن، ہر کاروبار کے لئے بہترین، ڈیمانڈ 110 لاکھ رابطہ	[559, 1177, 736, 1214]
ad-body: ہر خاص و عام کو مطلع کیا جاتا ہے میں مسمات قمر النساء زوجہ محمد علی خان، شناختی کارڈ 41304-9837347-0، ایک عدد مکان جسکا نمبر C-2 رقبہ 80 گز واقع دامن کوہسار، دیہہ گنجو ٹکر لطیف آباد حیدرآباد، کا سودا بنام عشرت ستار زوجہ عبدالستار آرائیں، شناختی کارڈ نمبر 41302-8242753-4 سے سودا طے پایا ہے اگر کسی شخص یا ادارے کو خریداری پر اعتراض یا دعویٰ ہو تو اس اشاعت کے 7 یوم کے اندر تحریری ثبوت اور تمام دستاویزات کیساتھ متعلقہ ادارے میں مطلع کریں بعد از میعاد کوئی اعتراض قابل قبول نہ ہوگا معاہدہ اور ٹرانسفر کی کارروائی مکمل کرلی جائیگی۔ المشتہر: قمر النساء	[3, 862, 182, 1052]
clock-calculator-icon: ◷	[564, 2108, 589, 2143]
classified-ad	[559, 623, 736, 713]
classified-ad	[3, 1769, 181, 1951]
city-bar: حیدرآباد	[3, 832, 181, 858]
classified-ad	[189, 1672, 366, 1791]
ad-title: ضرورت کک / شیف	[225, 95, 330, 110]
ad-title: 4 دن میں جسم ہمیشہ کیلئے موٹا	[383, 608, 541, 641]
category-title: فلیٹ برائے فروخت	[603, 22, 730, 41]
ad-phone: 0300-2112053، 0319-3854515	[391, 1888, 551, 1902]
ad-body: مطلع کیا جاتا ہے کہ توفیق ولد عبداللہ جھاڑی، سروے نمبر 886، اراضی 03.28 ایکڑ، دیہہ کوری، تپو پیر جھاڑیوں تعلقہ میرپور ساکرو نے ریکارڈ آف رائیٹ ری کنسٹرکشن کیلئے ثبوت سمیت درخواست دی ہے اگر کسی کو درخواست پر اعتراض ہو تو 15 دنوں کے اندر اپنا اعتراض جمع کروائے۔ ایڈیشنل ڈپٹی کمشنر ون ٹھٹھہ	[189, 1673, 366, 1775]
ad-reference-number: 30869729 .....	[189, 310, 366, 324]
classified-ad	[189, 651, 366, 966]
classified-ad	[3, 861, 181, 1069]
ad-body: میں مسمی محمد قاسم ولد محمد سرور ساکن مکان نمبر LC-66-67 سیکٹر 8/D اے بی سینیا لائن کراچی قومی شناختی کارڈ نمبر 42301-6827962-3 کا رہائشی ہوں اور میں اپنی بہن مسماۃ بشریٰ دختر محمد سرور ساکن مکان فلیٹ نمبر B-30 سرکاری فلیٹ GOR-II سندھی مسلم سوسائٹی کراچی قومی شناختی کارڈ نمبر 42301-3395562-8 سے بوجہ بے ادبی، بدسلوکی سے ہر طرح کے سماجی، معاشرتی مراسم سے لاتعلقی کا اعلان کرتا ہوں۔ آج کے بعد میرا میری بہن بشریٰ سے کوئی رشتہ یا تعلق نہیں ہے۔ المشتہر: محمد قاسم ولد محمد سرور	[189, 391, 367, 569]
ad-body: لوئنگ ان لوئنگ، صفائی والا، کلرک، کارپینٹر، وائٹ واش، لیڈر ٹیلر، آفس اسسٹنٹ، لیمپ شیڈ کارپیگ بلاک 4 کلفٹن	[374, 2069, 551, 2107]
ad-reference-number: 130035392 .....	[3, 1055, 181, 1069]
ad-body: ہربل مرکبات سے تیار کردہ صرف 20 خوراک کھائیں اور بھرپور طاقت کیساتھ خوشگوار زندگی پائیں قیمت 3500۔ حکیم خان بابا (کال / واٹس ایپ)	[374, 289, 552, 339]
ad-body: لڑکیاں کنواری گھریلو خوبصورت عمر 22،20،18 نیازی / پٹھان / سندھی / اردو بیوہ ہزارہ وال 24 کیلئے رشتے درکار دوسری شادی والے قبول، حافظ ممتاز	[374, 1288, 551, 1338]
classified-ad	[559, 340, 736, 422]
classified-ad	[374, 1996, 551, 2066]
ad-body: 4 عدد برائلر کنٹرول شیڈ کرایہ پر دستیاب کمپیسٹی 12000 مرغی چاردیواری آفس لیبر اینڈ روم 2 عدد جنریٹر اور ٹرانسفارمر کی سہولت رابطہ نمبر	[559, 1724, 736, 1775]
ad-body: ڈرائیور کرولا آٹو میٹک کار چلا سکتا ہو، مگر زیادہ وقت آفس میں صفائی ستھرائی کا کام کرنا ہوگا۔ کراچی کے راستوں سے مکمل واقفیت، گلشن اقبال کے قریب رہائش ترجیح، 12 گھنٹے / اوور ٹائم، دفتر ڈیوٹی، ٹرائی کیلئے اپنے اصل شناختی کارڈ LTV لائسنس کے ساتھ آئیے وقت لینا ضروری۔ آفس کرائم آبزرور شالیمار سائٹ نزد سما شاپنگ مال مین یونیورسٹی روڈ کراچی موبائل:	[374, 1686, 551, 1800]
